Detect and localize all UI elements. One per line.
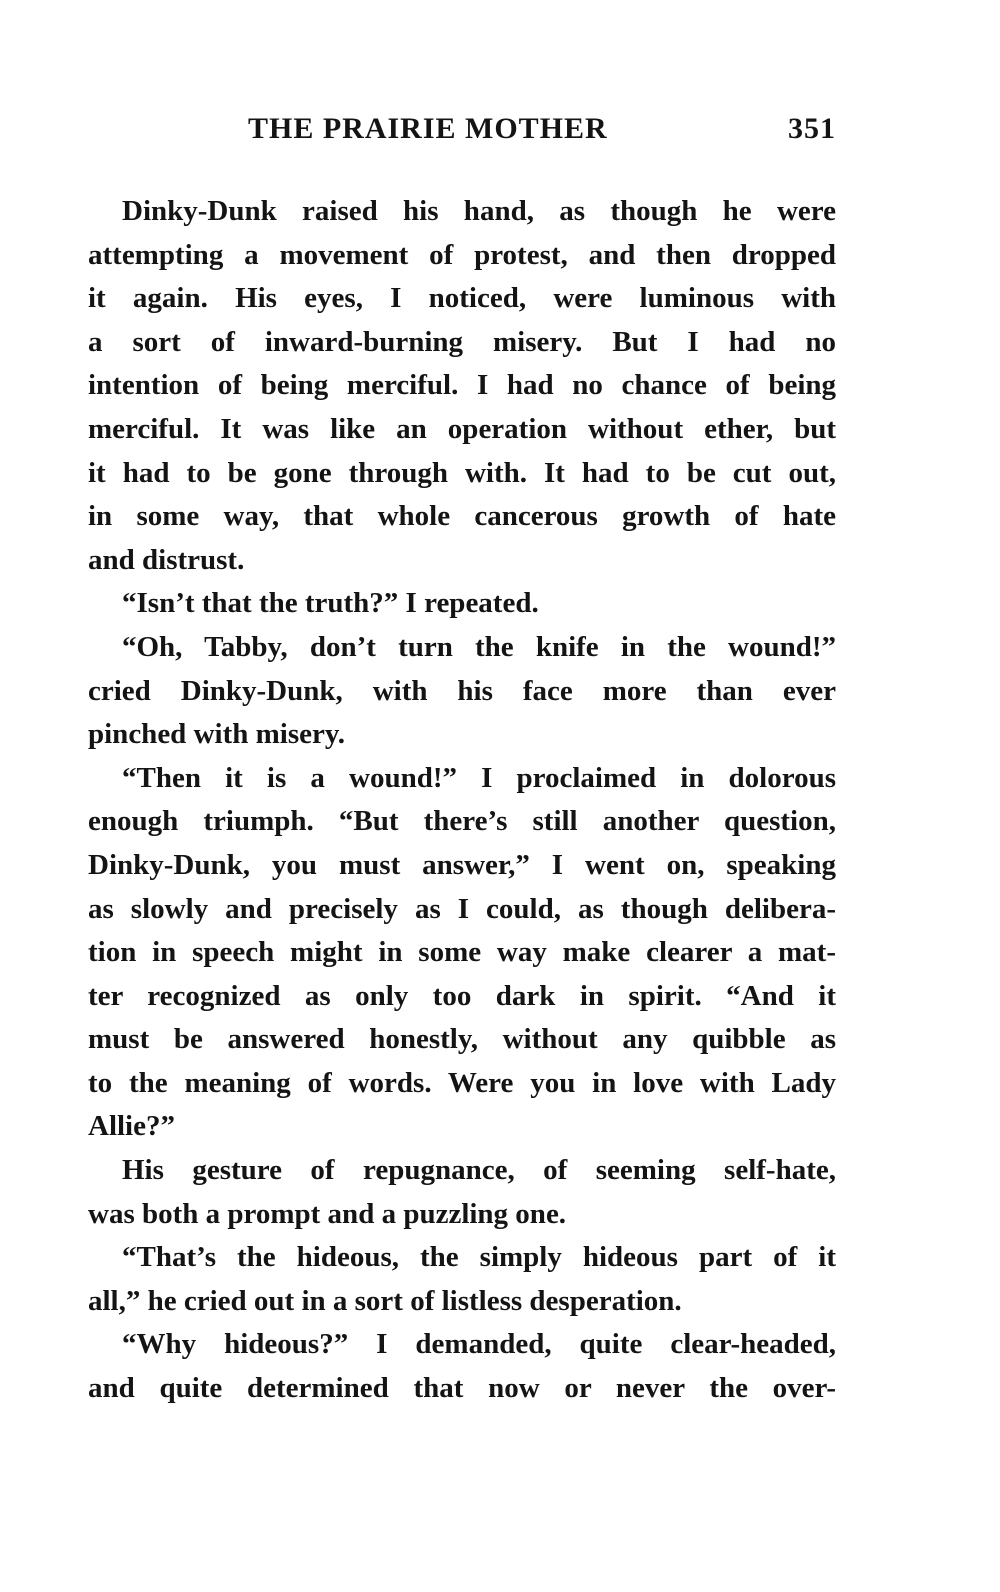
text-line: attempting a movement of protest, and then dropped [88, 238, 836, 271]
text-line: Dinky-Dunk, you must answer,” I went on, speaking [88, 848, 836, 881]
page-number: 351 [788, 112, 836, 145]
text-line: intention of being merciful. I had no chance of being [88, 369, 836, 402]
text-line: and quite determined that now or never the over- [88, 1372, 836, 1405]
text-line: was both a prompt and a puzzling one. [88, 1197, 567, 1230]
text-line: pinched with misery. [88, 718, 345, 751]
text-line: “Why hideous?” I demanded, quite clear-headed, [122, 1328, 836, 1361]
text-line: “That’s the hideous, the simply hideous part of it [122, 1241, 836, 1274]
text-line: merciful. It was like an operation without ether, but [88, 412, 836, 445]
paragraph [88, 1323, 836, 1410]
text-line: to the meaning of words. Were you in love with Lady [88, 1066, 836, 1099]
paragraph [88, 626, 836, 757]
text-line: as slowly and precisely as I could, as though delibera- [88, 892, 836, 925]
paragraph [88, 190, 836, 582]
text-line: cried Dinky-Dunk, with his face more than ever [88, 674, 836, 707]
text-line: enough triumph. “But there’s still another question, [88, 805, 836, 838]
text-line: all,” he cried out in a sort of listless desperation. [88, 1284, 682, 1317]
paragraph [88, 757, 836, 1149]
text-line: “Oh, Tabby, don’t turn the knife in the wound!” [122, 630, 836, 663]
paragraph [88, 582, 836, 626]
text-line: must be answered honestly, without any quibble as [88, 1023, 836, 1056]
text-line: Allie?” [88, 1110, 175, 1143]
paragraph [88, 1236, 836, 1323]
text-line: His gesture of repugnance, of seeming self-hate, [122, 1154, 836, 1187]
text-line: “Then it is a wound!” I proclaimed in dolorous [122, 761, 836, 794]
running-title: THE PRAIRIE MOTHER [248, 112, 608, 145]
text-line: ter recognized as only too dark in spirit. “And it [88, 979, 836, 1012]
text-line: in some way, that whole cancerous growth of hate [88, 500, 836, 533]
text-line: tion in speech might in some way make clearer a mat- [88, 936, 836, 969]
text-line: “Isn’t that the truth?” I repeated. [122, 587, 539, 620]
text-line: it again. His eyes, I noticed, were luminous with [88, 282, 836, 315]
text-line: and distrust. [88, 543, 245, 576]
text-line: Dinky-Dunk raised his hand, as though he were [122, 195, 836, 227]
paragraph [88, 1149, 836, 1236]
running-head [88, 112, 836, 152]
text-line: it had to be gone through with. It had to be cut out, [88, 456, 836, 489]
body-text [88, 190, 836, 1411]
text-line: a sort of inward-burning misery. But I had no [88, 325, 836, 358]
